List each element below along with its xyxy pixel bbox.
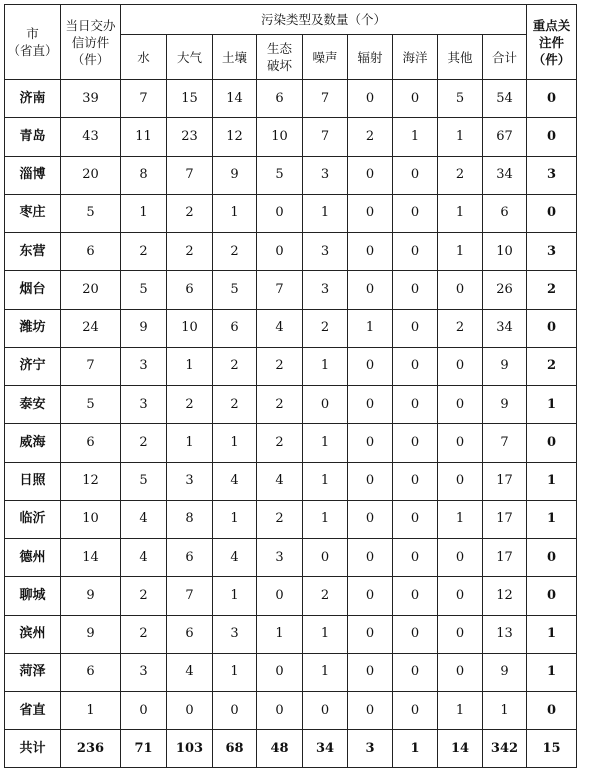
value-cell: 1 [121,194,167,232]
value-cell: 9 [213,156,257,194]
value-cell: 3 [121,653,167,691]
value-cell: 10 [257,118,303,156]
value-cell: 10 [483,233,527,271]
value-cell: 4 [257,309,303,347]
value-cell: 0 [348,653,393,691]
table-row [5,462,577,500]
value-cell: 2 [167,194,213,232]
total-row [5,730,577,768]
city-cell: 青岛 [5,118,61,156]
header-type-5: 辐射 [348,35,393,80]
value-cell: 71 [121,730,167,768]
header-type-3: 生态破坏 [257,35,303,80]
value-cell: 9 [483,386,527,424]
city-cell: 泰安 [5,386,61,424]
header-petitions: 当日交办信访件（件） [61,5,121,80]
value-cell: 3 [303,156,348,194]
table-row [5,156,577,194]
value-cell: 0 [167,692,213,730]
value-cell: 0 [438,271,483,309]
pollution-petition-table [4,4,577,768]
table-row [5,500,577,538]
value-cell: 0 [438,653,483,691]
petitions-cell: 24 [61,309,121,347]
value-cell: 1 [303,500,348,538]
value-cell: 1 [483,692,527,730]
value-cell: 2 [213,347,257,385]
city-cell: 济南 [5,80,61,118]
petitions-cell: 43 [61,118,121,156]
value-cell: 2 [303,309,348,347]
value-cell: 8 [121,156,167,194]
value-cell: 6 [257,80,303,118]
petitions-cell: 5 [61,194,121,232]
value-cell: 1 [438,194,483,232]
table-row [5,653,577,691]
value-cell: 2 [121,233,167,271]
header-type-2: 土壤 [213,35,257,80]
value-cell: 0 [393,386,438,424]
key-cell: 0 [527,80,577,118]
table-row [5,80,577,118]
value-cell: 0 [348,194,393,232]
value-cell: 23 [167,118,213,156]
city-cell: 聊城 [5,577,61,615]
value-cell: 0 [393,692,438,730]
petitions-cell: 6 [61,424,121,462]
value-cell: 5 [213,271,257,309]
value-cell: 5 [121,462,167,500]
value-cell: 13 [483,615,527,653]
value-cell: 0 [257,233,303,271]
value-cell: 0 [393,233,438,271]
city-cell: 淄博 [5,156,61,194]
key-cell: 1 [527,462,577,500]
table-row [5,233,577,271]
value-cell: 9 [121,309,167,347]
petitions-cell: 20 [61,156,121,194]
petitions-cell: 9 [61,615,121,653]
value-cell: 5 [438,80,483,118]
petitions-cell: 39 [61,80,121,118]
value-cell: 3 [121,347,167,385]
value-cell: 3 [303,271,348,309]
value-cell: 0 [348,80,393,118]
key-cell: 0 [527,309,577,347]
value-cell: 2 [348,118,393,156]
value-cell: 7 [167,156,213,194]
value-cell: 0 [348,271,393,309]
petitions-cell: 5 [61,386,121,424]
value-cell: 6 [167,271,213,309]
value-cell: 0 [257,194,303,232]
value-cell: 0 [393,539,438,577]
value-cell: 1 [213,653,257,691]
value-cell: 2 [438,309,483,347]
petitions-cell: 20 [61,271,121,309]
city-cell: 潍坊 [5,309,61,347]
header-type-8: 合计 [483,35,527,80]
value-cell: 0 [438,539,483,577]
value-cell: 1 [213,500,257,538]
key-cell: 3 [527,233,577,271]
petitions-cell: 10 [61,500,121,538]
value-cell: 0 [438,462,483,500]
value-cell: 48 [257,730,303,768]
header-type-1: 大气 [167,35,213,80]
value-cell: 6 [167,539,213,577]
value-cell: 67 [483,118,527,156]
value-cell: 1 [348,309,393,347]
city-cell: 威海 [5,424,61,462]
value-cell: 1 [303,347,348,385]
city-cell: 滨州 [5,615,61,653]
value-cell: 2 [213,386,257,424]
value-cell: 4 [213,462,257,500]
value-cell: 0 [393,194,438,232]
value-cell: 0 [213,692,257,730]
value-cell: 1 [438,692,483,730]
value-cell: 1 [438,500,483,538]
petitions-cell: 7 [61,347,121,385]
header-type-7: 其他 [438,35,483,80]
value-cell: 1 [167,424,213,462]
value-cell: 0 [438,615,483,653]
value-cell: 2 [213,233,257,271]
value-cell: 4 [121,500,167,538]
city-cell: 东营 [5,233,61,271]
value-cell: 0 [393,653,438,691]
petitions-cell: 6 [61,233,121,271]
value-cell: 0 [257,692,303,730]
value-cell: 3 [257,539,303,577]
key-cell: 0 [527,118,577,156]
value-cell: 26 [483,271,527,309]
value-cell: 7 [167,577,213,615]
value-cell: 12 [213,118,257,156]
value-cell: 2 [303,577,348,615]
header-type-6: 海洋 [393,35,438,80]
petitions-cell: 14 [61,539,121,577]
header-type-4: 噪声 [303,35,348,80]
table-row [5,539,577,577]
value-cell: 14 [213,80,257,118]
value-cell: 1 [257,615,303,653]
key-cell: 0 [527,539,577,577]
petitions-cell: 236 [61,730,121,768]
header-city-sub: （省直） [7,43,58,58]
value-cell: 0 [348,539,393,577]
value-cell: 1 [213,424,257,462]
value-cell: 2 [167,233,213,271]
value-cell: 0 [303,539,348,577]
value-cell: 7 [483,424,527,462]
value-cell: 0 [121,692,167,730]
value-cell: 0 [348,462,393,500]
value-cell: 1 [303,462,348,500]
document [4,4,577,768]
value-cell: 0 [348,615,393,653]
value-cell: 0 [438,424,483,462]
table-row [5,347,577,385]
value-cell: 3 [303,233,348,271]
petitions-cell: 6 [61,653,121,691]
table-row [5,577,577,615]
value-cell: 1 [393,118,438,156]
value-cell: 2 [167,386,213,424]
value-cell: 0 [257,577,303,615]
value-cell: 7 [303,80,348,118]
value-cell: 0 [438,577,483,615]
value-cell: 0 [393,80,438,118]
value-cell: 0 [348,347,393,385]
value-cell: 0 [348,233,393,271]
value-cell: 12 [483,577,527,615]
value-cell: 2 [257,386,303,424]
value-cell: 17 [483,462,527,500]
value-cell: 1 [303,194,348,232]
value-cell: 34 [483,156,527,194]
value-cell: 6 [213,309,257,347]
value-cell: 4 [213,539,257,577]
value-cell: 3 [167,462,213,500]
key-cell: 2 [527,347,577,385]
value-cell: 17 [483,500,527,538]
value-cell: 54 [483,80,527,118]
key-cell: 1 [527,386,577,424]
value-cell: 15 [167,80,213,118]
value-cell: 1 [303,615,348,653]
value-cell: 0 [393,271,438,309]
key-cell: 1 [527,500,577,538]
value-cell: 5 [257,156,303,194]
value-cell: 6 [167,615,213,653]
value-cell: 0 [393,577,438,615]
value-cell: 7 [121,80,167,118]
value-cell: 34 [483,309,527,347]
value-cell: 3 [213,615,257,653]
table-row [5,118,577,156]
city-cell: 菏泽 [5,653,61,691]
value-cell: 0 [303,386,348,424]
key-cell: 15 [527,730,577,768]
value-cell: 0 [257,653,303,691]
value-cell: 0 [348,577,393,615]
value-cell: 0 [348,386,393,424]
value-cell: 0 [393,615,438,653]
value-cell: 9 [483,347,527,385]
value-cell: 0 [393,309,438,347]
key-cell: 2 [527,271,577,309]
table-row [5,271,577,309]
value-cell: 103 [167,730,213,768]
value-cell: 1 [438,233,483,271]
value-cell: 9 [483,653,527,691]
table-row [5,194,577,232]
value-cell: 1 [167,347,213,385]
header-pollution-group: 污染类型及数量（个） [121,5,527,35]
value-cell: 0 [393,462,438,500]
header-city-label: 市 [26,26,39,41]
value-cell: 0 [393,156,438,194]
value-cell: 8 [167,500,213,538]
city-cell: 烟台 [5,271,61,309]
value-cell: 0 [393,347,438,385]
city-cell: 日照 [5,462,61,500]
value-cell: 1 [213,194,257,232]
value-cell: 3 [121,386,167,424]
value-cell: 34 [303,730,348,768]
key-cell: 0 [527,194,577,232]
table-body [5,80,577,768]
value-cell: 1 [393,730,438,768]
value-cell: 4 [257,462,303,500]
value-cell: 0 [438,347,483,385]
table-row [5,424,577,462]
value-cell: 6 [483,194,527,232]
city-cell: 共计 [5,730,61,768]
value-cell: 0 [393,500,438,538]
value-cell: 2 [257,500,303,538]
value-cell: 3 [348,730,393,768]
value-cell: 17 [483,539,527,577]
value-cell: 14 [438,730,483,768]
city-cell: 临沂 [5,500,61,538]
value-cell: 0 [348,692,393,730]
header-city [5,5,61,80]
table-row [5,692,577,730]
header-key: 重点关注件（件） [527,5,577,80]
value-cell: 2 [257,424,303,462]
value-cell: 0 [393,424,438,462]
key-cell: 1 [527,653,577,691]
value-cell: 7 [303,118,348,156]
value-cell: 1 [303,424,348,462]
value-cell: 0 [438,386,483,424]
value-cell: 10 [167,309,213,347]
petitions-cell: 1 [61,692,121,730]
value-cell: 2 [121,615,167,653]
city-cell: 枣庄 [5,194,61,232]
value-cell: 11 [121,118,167,156]
value-cell: 2 [438,156,483,194]
value-cell: 7 [257,271,303,309]
value-cell: 0 [303,692,348,730]
value-cell: 1 [438,118,483,156]
key-cell: 0 [527,692,577,730]
table-row [5,309,577,347]
table-header [5,5,577,80]
value-cell: 4 [121,539,167,577]
value-cell: 342 [483,730,527,768]
city-cell: 济宁 [5,347,61,385]
city-cell: 省直 [5,692,61,730]
value-cell: 0 [348,156,393,194]
value-cell: 2 [257,347,303,385]
table-row [5,615,577,653]
value-cell: 2 [121,424,167,462]
header-type-0: 水 [121,35,167,80]
petitions-cell: 9 [61,577,121,615]
city-cell: 德州 [5,539,61,577]
value-cell: 5 [121,271,167,309]
value-cell: 1 [303,653,348,691]
key-cell: 0 [527,424,577,462]
table-row [5,386,577,424]
value-cell: 0 [348,500,393,538]
value-cell: 0 [348,424,393,462]
key-cell: 3 [527,156,577,194]
key-cell: 0 [527,577,577,615]
value-cell: 4 [167,653,213,691]
value-cell: 68 [213,730,257,768]
value-cell: 1 [213,577,257,615]
key-cell: 1 [527,615,577,653]
value-cell: 2 [121,577,167,615]
petitions-cell: 12 [61,462,121,500]
